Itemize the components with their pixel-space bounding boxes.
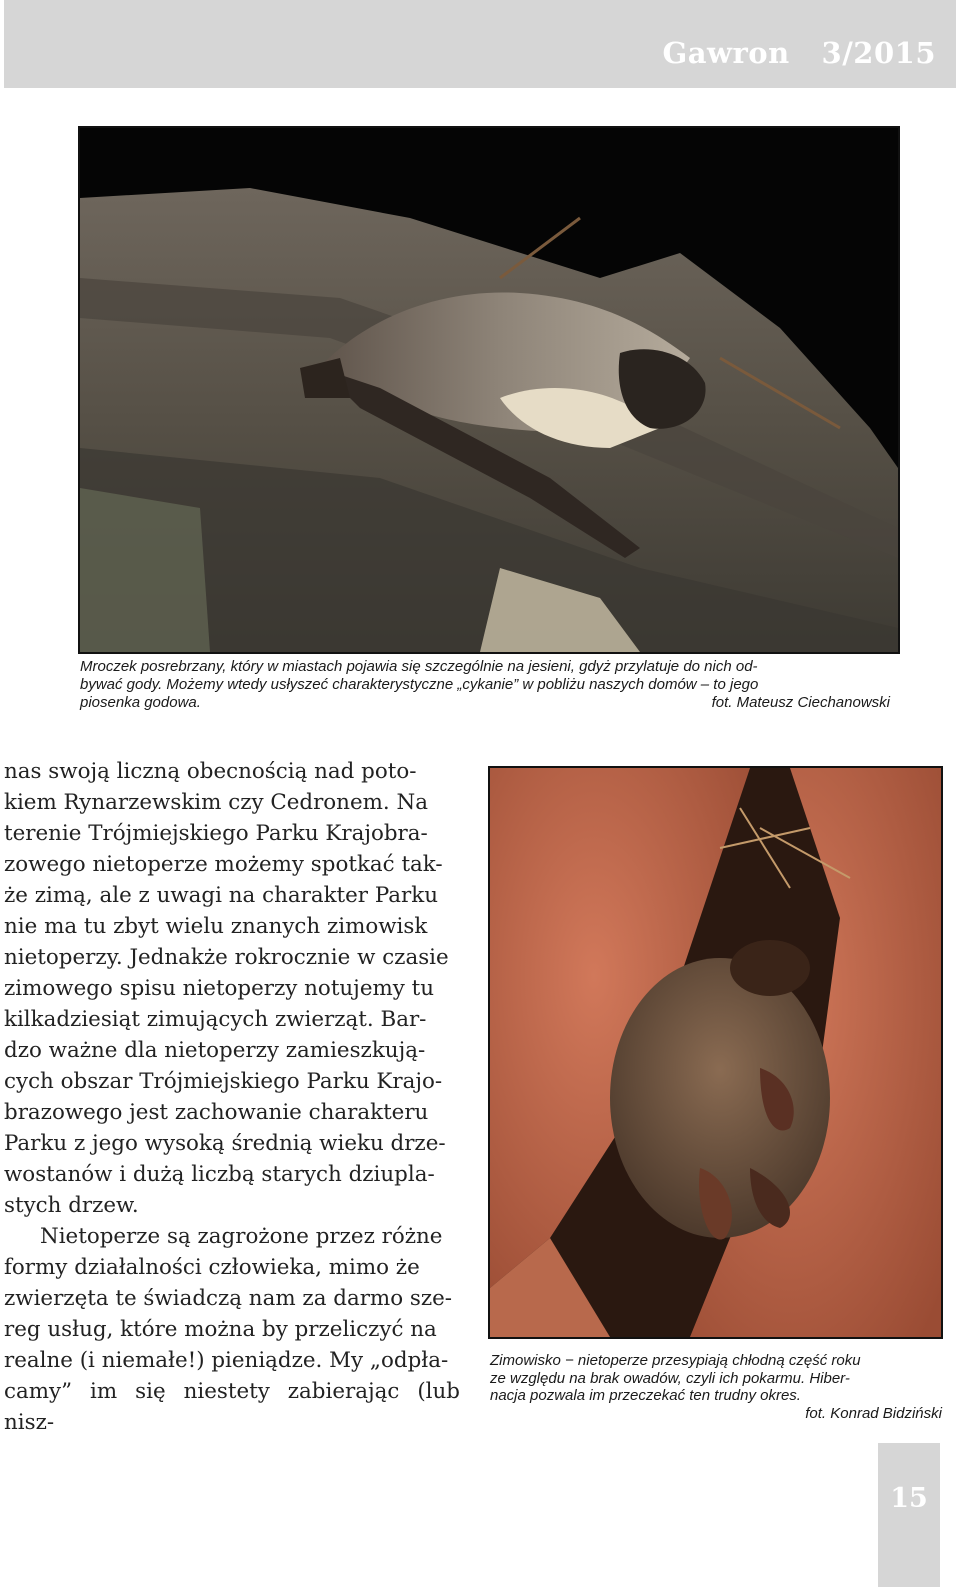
body-line: realne (i niemałe!) pieniądze. My „odpła- bbox=[4, 1348, 449, 1373]
page-header bbox=[4, 0, 956, 88]
body-line: stych drzew. bbox=[4, 1193, 139, 1218]
photo2-caption-line-3: nacja pozwala im przeczekać ten trudny okres. bbox=[490, 1387, 801, 1404]
body-line: nas swoją liczną obecnością nad poto- bbox=[4, 759, 417, 784]
paragraph-2 bbox=[4, 1221, 460, 1438]
body-line: reg usług, które można by przeliczyć na bbox=[4, 1317, 437, 1342]
body-line: nie ma tu zbyt wielu znanych zimowisk bbox=[4, 914, 428, 939]
body-line: że zimą, ale z uwagi na charakter Parku bbox=[4, 883, 438, 908]
photo2-caption-line-2: ze względu na brak owadów, czyli ich pokarmu. Hiber- bbox=[490, 1369, 850, 1387]
body-line: terenie Trójmiejskiego Parku Krajobra- bbox=[4, 821, 428, 846]
photo2-caption-line-1: Zimowisko − nietoperze przesypiają chłodną część roku bbox=[490, 1352, 861, 1369]
body-line: kiem Rynarzewskim czy Cedronem. Na bbox=[4, 790, 428, 815]
photo1-caption-line-1: Mroczek posrebrzany, który w miastach pojawia się szczególnie na jesieni, gdyż przylatuje do nich od- bbox=[80, 658, 758, 675]
body-line: kilkadziesiąt zimujących zwierząt. Bar- bbox=[4, 1007, 427, 1032]
body-line: formy działalności człowieka, mimo że bbox=[4, 1255, 420, 1280]
body-line: camy” im się niestety zabierając (lub nisz- bbox=[4, 1379, 460, 1435]
body-line: zimowego spisu nietoperzy notujemy tu bbox=[4, 976, 435, 1001]
bat-on-log-photo bbox=[78, 126, 900, 654]
body-line: Parku z jego wysoką średnią wieku drze- bbox=[4, 1131, 446, 1156]
paragraph-1 bbox=[4, 756, 460, 1221]
body-line: dzo ważne dla nietoperzy zamieszkują- bbox=[4, 1038, 426, 1063]
photo1-caption-line-2: bywać gody. Możemy wtedy usłyszeć charakterystyczne „cykanie” w pobliżu naszych domów – to jego bbox=[80, 676, 759, 693]
photo2-credit: fot. Konrad Bidziński bbox=[805, 1404, 942, 1422]
page-number-tab bbox=[878, 1443, 940, 1587]
body-line: zwierzęta te świadczą nam za darmo sze- bbox=[4, 1286, 453, 1311]
article-body bbox=[4, 756, 460, 1438]
photo1-credit: fot. Mateusz Ciechanowski bbox=[711, 694, 890, 711]
photo1-caption bbox=[80, 658, 896, 712]
photo1-caption-line-3: piosenka godowa. bbox=[80, 694, 201, 711]
body-line: Nietoperze są zagrożone przez różne bbox=[40, 1224, 443, 1249]
magazine-title: Gawron 3/2015 bbox=[662, 36, 936, 70]
body-line: nietoperzy. Jednakże rokrocznie w czasie bbox=[4, 945, 449, 970]
hibernating-bat-photo bbox=[488, 766, 943, 1339]
body-line: brazowego jest zachowanie charakteru bbox=[4, 1100, 429, 1125]
body-line: zowego nietoperze możemy spotkać tak- bbox=[4, 852, 443, 877]
photo2-caption bbox=[490, 1352, 942, 1422]
page-number: 15 bbox=[890, 1483, 928, 1514]
body-line: cych obszar Trójmiejskiego Parku Krajo- bbox=[4, 1069, 443, 1094]
body-line: wostanów i dużą liczbą starych dziupla- bbox=[4, 1162, 435, 1187]
